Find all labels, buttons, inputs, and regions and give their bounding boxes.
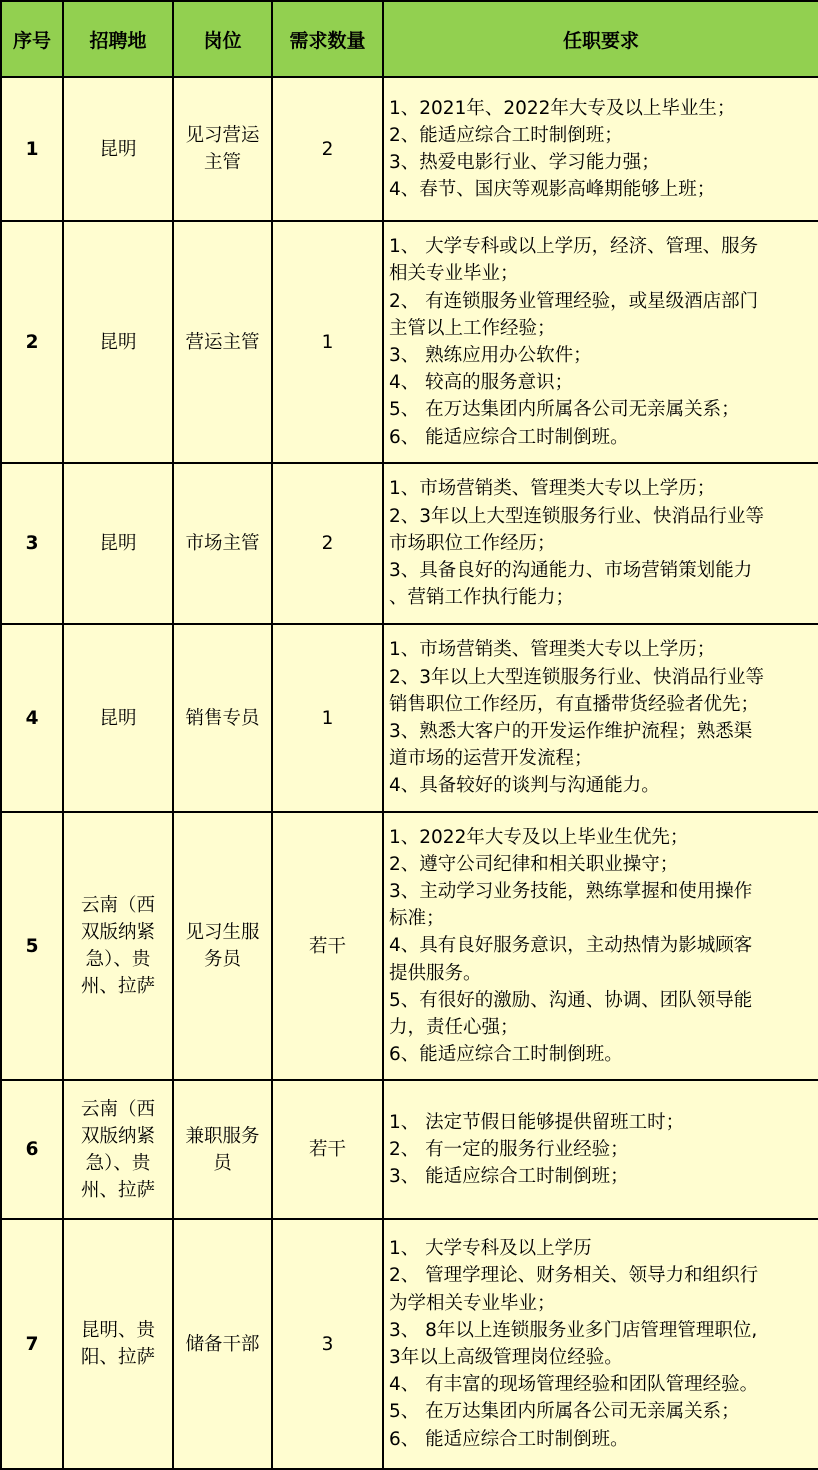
table-row	[1, 221, 818, 463]
row-location	[63, 1080, 173, 1219]
requirement-line: 3、主动学习业务技能，熟练掌握和使用操作	[389, 880, 753, 902]
position-line: 营运主管	[185, 331, 260, 353]
requirement-line: 1、 大学专科及以上学历	[389, 1238, 592, 1260]
position-line: 务员	[203, 949, 241, 970]
row-position	[173, 624, 272, 812]
row-index: 4	[1, 624, 63, 812]
position-line: 市场主管	[185, 533, 260, 554]
row-index: 1	[1, 77, 63, 221]
requirement-line: 、营销工作执行能力；	[389, 587, 575, 609]
requirement-line: 销售职位工作经历，有直播带货经验者优先；	[389, 693, 760, 715]
row-location: 昆明	[63, 77, 173, 221]
requirement-line: 2、遵守公司纪律和相关职业操守；	[389, 853, 679, 875]
requirement-line: 提供服务。	[389, 962, 482, 984]
requirement-line: 为学相关专业毕业；	[389, 1292, 556, 1314]
header-location: 招聘地	[63, 1, 173, 77]
location-line: 云南（西	[80, 895, 155, 916]
row-index: 7	[1, 1219, 63, 1469]
header-index: 序号	[1, 1, 63, 77]
requirement-line: 3、 熟练应用办公软件；	[389, 345, 592, 366]
row-count: 若干	[272, 1080, 383, 1219]
row-position	[173, 463, 272, 624]
row-requirements	[383, 1219, 818, 1469]
requirement-line: 市场职位工作经历；	[389, 532, 556, 554]
requirement-line: 5、有很好的激励、沟通、协调、团队领导能	[389, 989, 753, 1011]
requirement-line: 3、熟悉大客户的开发运作维护流程；熟悉渠	[389, 721, 753, 742]
location-line: 云南（西	[80, 1098, 155, 1120]
row-index: 3	[1, 463, 63, 624]
requirement-line: 2、3年以上大型连锁服务行业、快消品行业等	[389, 505, 765, 527]
requirement-line: 2、 有一定的服务行业经验；	[389, 1138, 629, 1160]
table-row	[1, 1219, 818, 1469]
row-index: 2	[1, 221, 63, 463]
requirement-line: 3、 能适应综合工时制倒班；	[389, 1166, 629, 1188]
header-count: 需求数量	[272, 1, 383, 77]
requirement-line: 2、能适应综合工时制倒班；	[389, 124, 623, 146]
requirement-line: 3、热爱电影行业、学习能力强；	[389, 152, 660, 173]
position-line: 见习营运	[185, 125, 260, 146]
table-row	[1, 1080, 818, 1219]
requirement-line: 2、3年以上大型连锁服务行业、快消品行业等	[389, 666, 765, 688]
requirement-line: 5、 在万达集团内所属各公司无亲属关系；	[389, 1401, 740, 1423]
row-position	[173, 77, 272, 221]
row-count: 若干	[272, 812, 383, 1080]
row-requirements	[383, 221, 818, 463]
requirement-line: 4、春节、国庆等观影高峰期能够上班；	[389, 179, 716, 201]
requirement-line: 3、 8年以上连锁服务业多门店管理管理职位,	[389, 1319, 758, 1341]
row-count: 2	[272, 77, 383, 221]
requirement-line: 6、 能适应综合工时制倒班。	[389, 1428, 629, 1450]
row-position	[173, 1080, 272, 1219]
table-row	[1, 463, 818, 624]
requirement-line: 3年以上高级管理岗位经验。	[389, 1347, 623, 1368]
row-requirements	[383, 1080, 818, 1219]
requirement-line: 1、市场营销类、管理类大专以上学历；	[389, 639, 716, 661]
location-line: 昆明、贵	[80, 1320, 155, 1341]
requirement-line: 3、具备良好的沟通能力、市场营销策划能力	[389, 560, 753, 582]
row-location: 昆明	[63, 463, 173, 624]
requirement-line: 力，责任心强；	[389, 1017, 519, 1038]
location-line: 州、拉萨	[80, 976, 155, 997]
position-line: 员	[213, 1152, 232, 1174]
row-count: 3	[272, 1219, 383, 1469]
requirement-line: 4、具备较好的谈判与沟通能力。	[389, 775, 660, 797]
requirement-line: 4、具有良好服务意识，主动热情为影城顾客	[389, 935, 753, 957]
requirement-line: 6、 能适应综合工时制倒班。	[389, 426, 629, 448]
row-location: 昆明	[63, 221, 173, 463]
requirement-line: 标准；	[389, 908, 445, 930]
requirement-line: 1、市场营销类、管理类大专以上学历；	[389, 478, 716, 500]
requirement-line: 1、 大学专科或以上学历，经济、管理、服务	[389, 236, 759, 258]
table-row	[1, 812, 818, 1080]
requirement-line: 5、 在万达集团内所属各公司无亲属关系；	[389, 399, 740, 421]
row-requirements	[383, 812, 818, 1080]
requirement-line: 1、2021年、2022年大专及以上毕业生；	[389, 97, 736, 119]
position-line: 兼职服务	[185, 1125, 260, 1147]
position-line: 主管	[203, 152, 241, 173]
header-requirements: 任职要求	[383, 1, 818, 77]
row-location: 昆明	[63, 624, 173, 812]
row-index: 5	[1, 812, 63, 1080]
location-line: 州、拉萨	[80, 1179, 155, 1201]
table-row	[1, 624, 818, 812]
row-position	[173, 1219, 272, 1469]
requirement-line: 6、能适应综合工时制倒班。	[389, 1044, 623, 1066]
row-requirements	[383, 463, 818, 624]
row-count: 2	[272, 463, 383, 624]
location-line: 急）、贵	[85, 1152, 151, 1174]
location-line: 双版纳紧	[80, 922, 155, 943]
location-line: 急）、贵	[85, 949, 151, 970]
row-position	[173, 812, 272, 1080]
location-line: 双版纳紧	[80, 1125, 155, 1147]
requirement-line: 4、 有丰富的现场管理经验和团队管理经验。	[389, 1374, 759, 1396]
row-location	[63, 1219, 173, 1469]
position-line: 见习生服	[185, 922, 260, 943]
row-index: 6	[1, 1080, 63, 1219]
position-line: 销售专员	[185, 707, 260, 729]
requirement-line: 1、2022年大专及以上毕业生优先；	[389, 826, 689, 848]
requirement-line: 1、 法定节假日能够提供留班工时；	[389, 1111, 685, 1133]
requirement-line: 道市场的运营开发流程；	[389, 748, 593, 770]
row-location	[63, 812, 173, 1080]
row-requirements	[383, 77, 818, 221]
location-line: 阳、拉萨	[80, 1347, 155, 1368]
position-line: 储备干部	[185, 1333, 260, 1355]
requirement-line: 2、 有连锁服务业管理经验，或星级酒店部门	[389, 290, 759, 312]
requirement-line: 相关专业毕业；	[389, 263, 519, 285]
requirement-line: 4、 较高的服务意识；	[389, 372, 574, 394]
requirement-line: 主管以上工作经验；	[389, 317, 556, 339]
header-position: 岗位	[173, 1, 272, 77]
row-requirements	[383, 624, 818, 812]
requirement-line: 2、 管理学理论、财务相关、领导力和组织行	[389, 1265, 759, 1287]
row-position	[173, 221, 272, 463]
header-row	[1, 1, 818, 77]
table-row	[1, 77, 818, 221]
row-count: 1	[272, 624, 383, 812]
row-count: 1	[272, 221, 383, 463]
